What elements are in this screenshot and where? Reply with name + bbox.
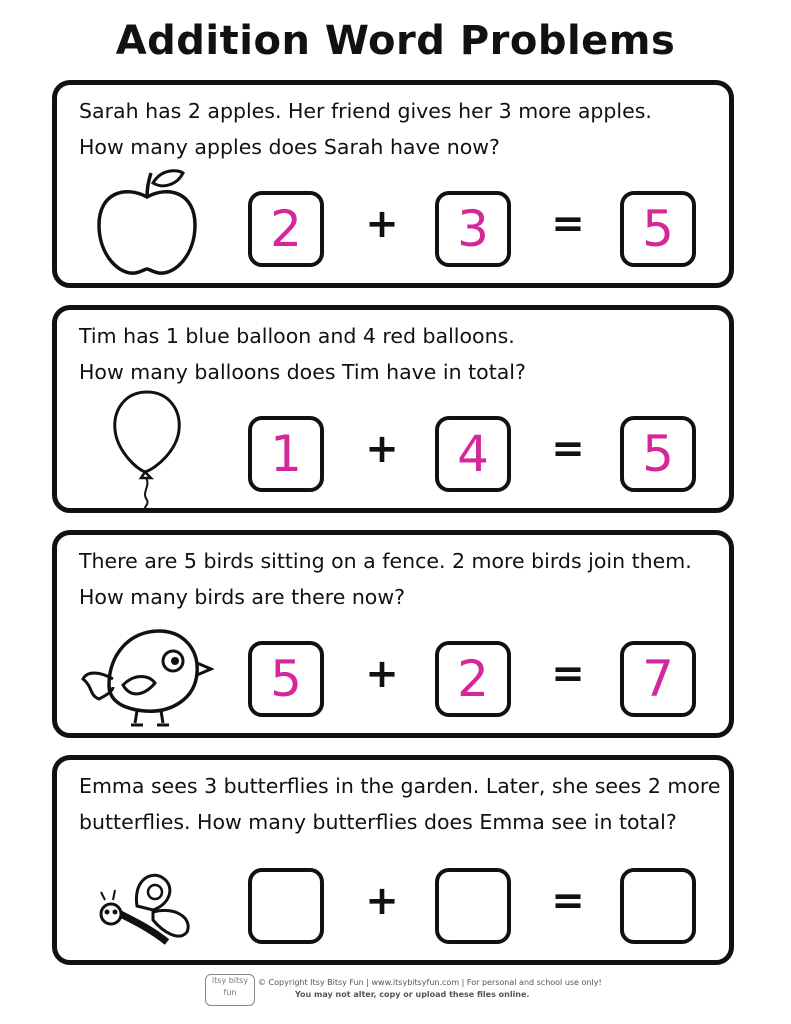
- copyright-text: © Copyright Itsy Bitsy Fun | www.itsybitsyfun.com | For personal and school use only!: [258, 978, 602, 987]
- butterfly-icon: [97, 870, 197, 950]
- problem-card: [52, 305, 734, 513]
- sum-box[interactable]: 5: [620, 191, 696, 267]
- problem-text: Tim has 1 blue balloon and 4 red balloons. How many balloons does Tim have in total?: [79, 324, 526, 384]
- brand-logo: itsy bitsy fun: [205, 974, 255, 1006]
- plus-sign: +: [365, 878, 399, 924]
- addend-1-box[interactable]: 1: [248, 416, 324, 492]
- addend-2-box[interactable]: 3: [435, 191, 511, 267]
- problem-card: [52, 755, 734, 965]
- plus-sign: +: [365, 201, 399, 247]
- page-title: Addition Word Problems: [115, 18, 676, 64]
- equals-sign: =: [551, 651, 585, 697]
- usage-notice: You may not alter, copy or upload these files online.: [295, 990, 530, 999]
- problem-text: Sarah has 2 apples. Her friend gives her 3 more apples. How many apples does Sarah have now?: [79, 99, 652, 159]
- addend-1-box[interactable]: 2: [248, 191, 324, 267]
- problem-card: [52, 80, 734, 288]
- sum-box[interactable]: 5: [620, 416, 696, 492]
- plus-sign: +: [365, 651, 399, 697]
- addend-2-box[interactable]: 4: [435, 416, 511, 492]
- balloon-icon: [107, 388, 187, 508]
- equals-sign: =: [551, 426, 585, 472]
- sum-box[interactable]: [620, 868, 696, 944]
- apple-icon: [95, 167, 199, 279]
- equals-sign: =: [551, 878, 585, 924]
- plus-sign: +: [365, 426, 399, 472]
- addend-2-box[interactable]: 2: [435, 641, 511, 717]
- problem-text: There are 5 birds sitting on a fence. 2 more birds join them. How many birds are there now?: [79, 549, 692, 609]
- sum-box[interactable]: 7: [620, 641, 696, 717]
- bird-icon: [79, 615, 214, 730]
- problem-text: Emma sees 3 butterflies in the garden. Later, she sees 2 more butterflies. How many butterflies does Emma see in total?: [79, 774, 721, 834]
- addend-1-box[interactable]: [248, 868, 324, 944]
- equals-sign: =: [551, 201, 585, 247]
- problem-card: [52, 530, 734, 738]
- addend-2-box[interactable]: [435, 868, 511, 944]
- addend-1-box[interactable]: 5: [248, 641, 324, 717]
